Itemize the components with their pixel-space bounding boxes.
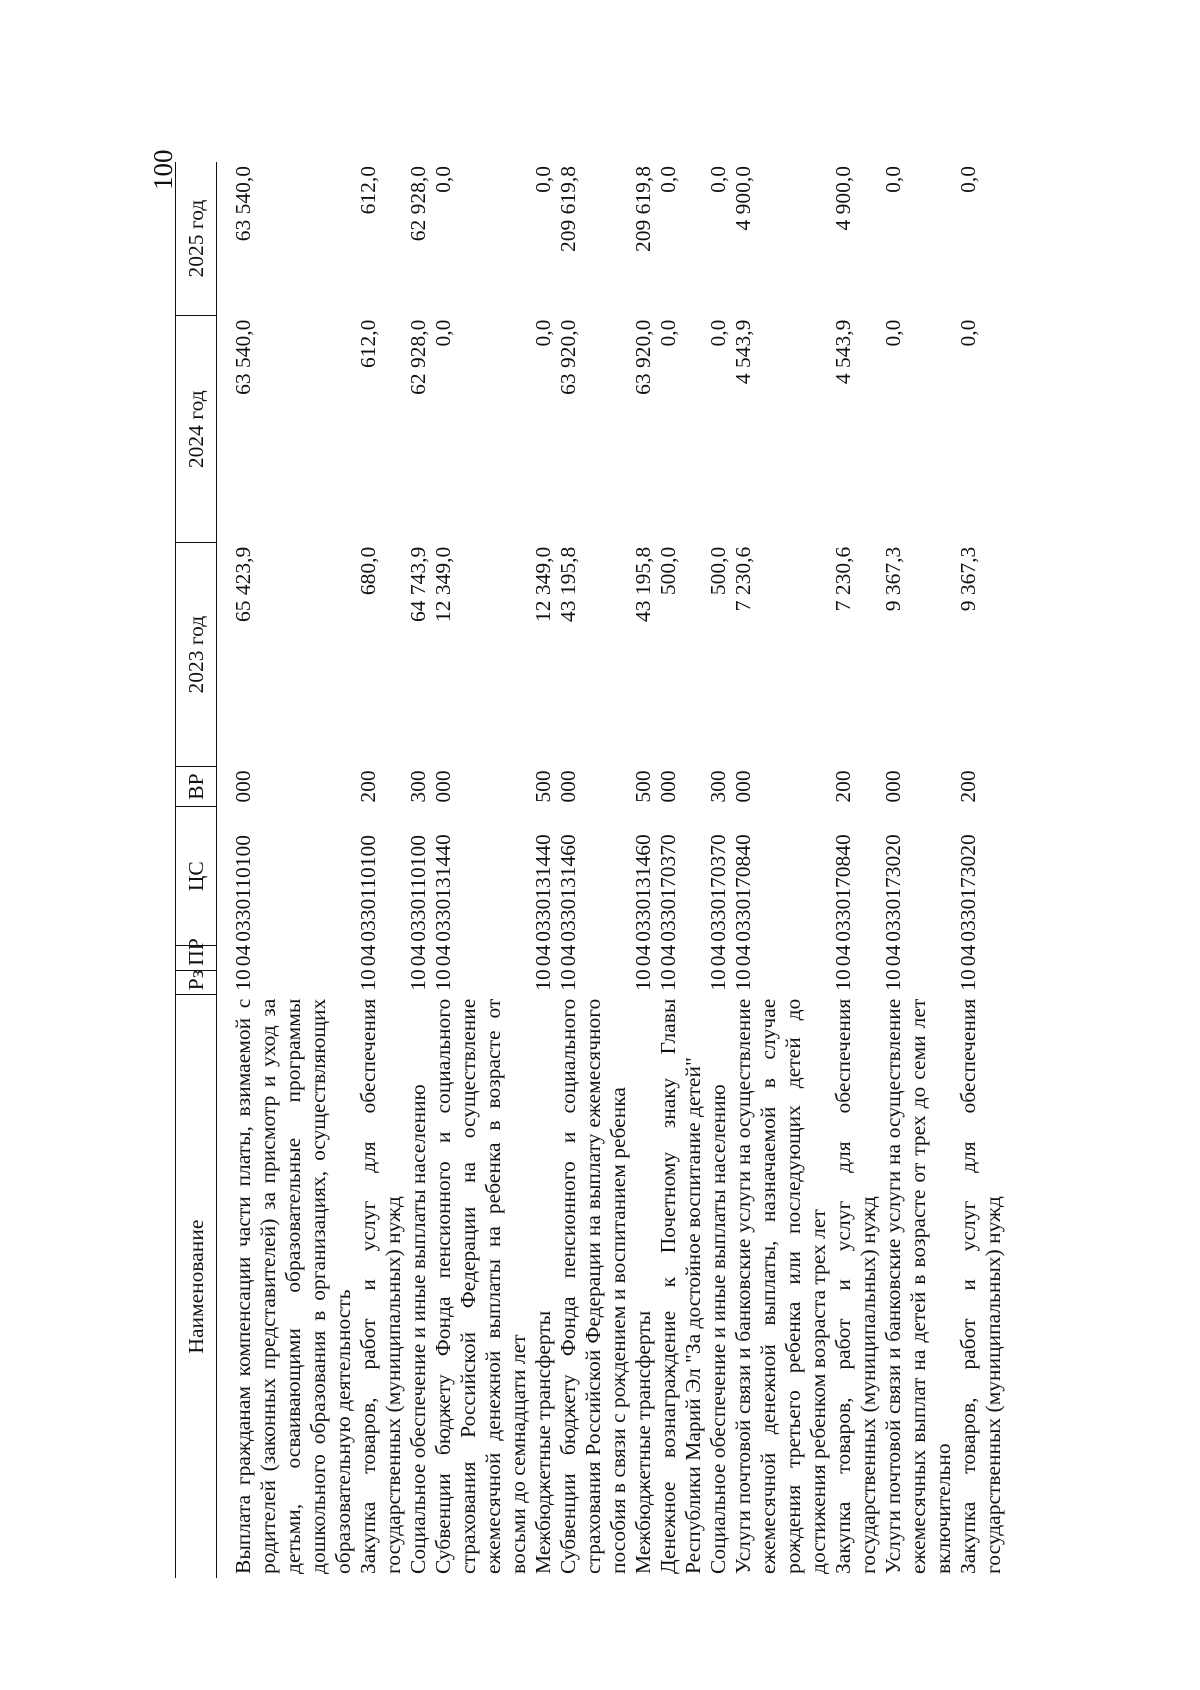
row-vr: 000: [431, 770, 455, 803]
row-2023: 43 195,8: [631, 546, 655, 623]
row-cs: 0330131440: [431, 834, 455, 942]
row-vr: 500: [631, 770, 655, 803]
header-name: Наименование: [176, 995, 217, 1578]
row-vr: 000: [731, 770, 755, 803]
row-2023: 7 230,6: [831, 546, 855, 612]
row-2024: 63 540,0: [231, 319, 255, 395]
row-rz: 10: [656, 969, 680, 991]
row-cs: 0330131460: [556, 834, 580, 942]
row-2025: 209 619,8: [556, 166, 580, 252]
budget-table: [175, 162, 1006, 1578]
row-2025: 0,0: [956, 166, 980, 193]
header-pr: ПР: [176, 946, 217, 970]
table-row: [356, 162, 406, 1578]
row-vr: 000: [231, 770, 255, 803]
row-2023: 500,0: [706, 546, 730, 596]
row-vr: 200: [356, 770, 380, 803]
row-2025: 0,0: [881, 166, 905, 193]
table-row: [531, 162, 556, 1578]
row-cs: 0330110100: [231, 835, 255, 942]
row-vr: 000: [881, 770, 905, 803]
row-pr: 04: [631, 944, 655, 967]
row-2025: 0,0: [656, 166, 680, 193]
row-2024: 4 543,9: [831, 319, 855, 385]
header-cs: ЦС: [176, 807, 217, 946]
row-rz: 10: [831, 969, 855, 991]
row-vr: 000: [656, 770, 680, 803]
row-rz: 10: [531, 969, 555, 991]
row-2023: 12 349,0: [531, 546, 555, 623]
row-2025: 0,0: [431, 166, 455, 193]
row-name: Межбюджетные трансферты: [631, 1310, 655, 1574]
row-2025: 612,0: [356, 166, 380, 215]
row-2023: 64 743,9: [406, 546, 430, 623]
row-pr: 04: [431, 944, 455, 967]
row-name: Закупка товаров, работ и услуг для обеспечения государственных (муниципальных) нужд: [956, 998, 1005, 1574]
row-name: Субвенции бюджету Фонда пенсионного и социального страхования Российской Федерации на выплату ежемесячного пособия в связи с рождением и воспитанием ребенка: [556, 998, 630, 1574]
table-row: [406, 162, 431, 1578]
row-name: Социальное обеспечение и иные выплаты населению: [706, 1084, 730, 1574]
header-2024: 2024 год: [176, 316, 217, 543]
row-name: Субвенции бюджету Фонда пенсионного и социального страхования Российской Федерации на осуществление ежемесячной денежной выплаты на ребенка в возрасте от восьми до семнадцати лет: [431, 998, 530, 1574]
row-2025: 0,0: [706, 166, 730, 193]
row-pr: 04: [231, 944, 255, 967]
row-pr: 04: [881, 944, 905, 967]
row-name: Услуги почтовой связи и банковские услуги на осуществление ежемесячных выплат на детей в возрасте от трех до семи лет включительно: [881, 998, 955, 1574]
table-row: [731, 162, 831, 1578]
row-cs: 0330131460: [631, 834, 655, 942]
row-2024: 62 928,0: [406, 319, 430, 395]
table-row: [556, 162, 631, 1578]
row-name: Закупка товаров, работ и услуг для обеспечения государственных (муниципальных) нужд: [356, 998, 405, 1574]
row-rz: 10: [631, 969, 655, 991]
row-vr: 200: [831, 770, 855, 803]
row-pr: 04: [956, 944, 980, 967]
table-row: [706, 162, 731, 1578]
row-2024: 0,0: [531, 319, 555, 347]
row-rz: 10: [881, 969, 905, 991]
row-pr: 04: [531, 944, 555, 967]
table-row: [956, 162, 1006, 1578]
header-vr: ВР: [176, 767, 217, 807]
table-row: [831, 162, 881, 1578]
row-vr: 300: [406, 770, 430, 803]
row-vr: 000: [556, 770, 580, 803]
row-2025: 63 540,0: [231, 166, 255, 242]
row-2025: 0,0: [531, 166, 555, 193]
page-number: 100: [148, 149, 178, 190]
row-2023: 9 367,3: [956, 546, 980, 612]
row-cs: 0330110100: [406, 835, 430, 942]
row-2024: 0,0: [706, 319, 730, 347]
row-name: Денежное вознаграждение к Почетному знаку Главы Республики Марий Эл "За достойное воспитание детей": [656, 998, 705, 1574]
row-2023: 12 349,0: [431, 546, 455, 623]
row-pr: 04: [556, 944, 580, 967]
row-2025: 4 900,0: [831, 166, 855, 231]
row-name: Выплата гражданам компенсации части платы, взимаемой с родителей (законных представителей) за присмотр и уход за детьми, осваивающими образовательные программы дошкольного образования в организациях, осуществляющих образовательную деятельность: [231, 998, 355, 1574]
table-row: [881, 162, 956, 1578]
row-rz: 10: [706, 969, 730, 991]
row-name: Социальное обеспечение и иные выплаты населению: [406, 1084, 430, 1574]
header-2023: 2023 год: [176, 543, 217, 767]
row-vr: 500: [531, 770, 555, 803]
row-cs: 0330173020: [956, 834, 980, 942]
row-rz: 10: [556, 969, 580, 991]
row-name: Услуги почтовой связи и банковские услуги на осуществление ежемесячной денежной выплаты, назначаемой в случае рождения третьего ребенка или последующих детей до достижения ребенком возраста трех лет: [731, 998, 830, 1574]
row-cs: 0330131440: [531, 834, 555, 942]
row-2023: 680,0: [356, 546, 380, 596]
row-pr: 04: [731, 944, 755, 967]
table-row: [217, 162, 357, 1578]
row-2023: 9 367,3: [881, 546, 905, 612]
table-row: [656, 162, 706, 1578]
row-2024: 612,0: [356, 319, 380, 369]
row-pr: 04: [656, 944, 680, 967]
row-2023: 43 195,8: [556, 546, 580, 623]
row-rz: 10: [406, 969, 430, 991]
table-header-row: [176, 162, 217, 1578]
header-2025: 2025 год: [176, 162, 217, 316]
row-2023: 500,0: [656, 546, 680, 596]
row-pr: 04: [406, 944, 430, 967]
row-2024: 0,0: [881, 319, 905, 347]
header-rz: Рз: [176, 970, 217, 994]
row-2025: 4 900,0: [731, 166, 755, 231]
row-vr: 200: [956, 770, 980, 803]
row-pr: 04: [706, 944, 730, 967]
row-pr: 04: [831, 944, 855, 967]
row-cs: 0330110100: [356, 835, 380, 942]
row-2025: 209 619,8: [631, 166, 655, 252]
row-name: Закупка товаров, работ и услуг для обеспечения государственных (муниципальных) нужд: [831, 998, 880, 1574]
row-2024: 63 920,0: [556, 319, 580, 395]
row-2023: 65 423,9: [231, 546, 255, 623]
row-rz: 10: [731, 969, 755, 991]
table-row: [431, 162, 531, 1578]
row-2024: 4 543,9: [731, 319, 755, 385]
row-2024: 63 920,0: [631, 319, 655, 395]
row-cs: 0330170370: [656, 834, 680, 942]
row-2024: 0,0: [431, 319, 455, 347]
row-rz: 10: [956, 969, 980, 991]
row-vr: 300: [706, 770, 730, 803]
row-2024: 0,0: [656, 319, 680, 347]
row-rz: 10: [356, 969, 380, 991]
table-row: [631, 162, 656, 1578]
row-cs: 0330170840: [731, 834, 755, 942]
row-2024: 0,0: [956, 319, 980, 347]
row-cs: 0330170370: [706, 834, 730, 942]
row-cs: 0330170840: [831, 834, 855, 942]
row-pr: 04: [356, 944, 380, 967]
row-2023: 7 230,6: [731, 546, 755, 612]
row-cs: 0330173020: [881, 834, 905, 942]
row-rz: 10: [431, 969, 455, 991]
row-2025: 62 928,0: [406, 166, 430, 242]
row-rz: 10: [231, 969, 255, 991]
row-name: Межбюджетные трансферты: [531, 1310, 555, 1574]
